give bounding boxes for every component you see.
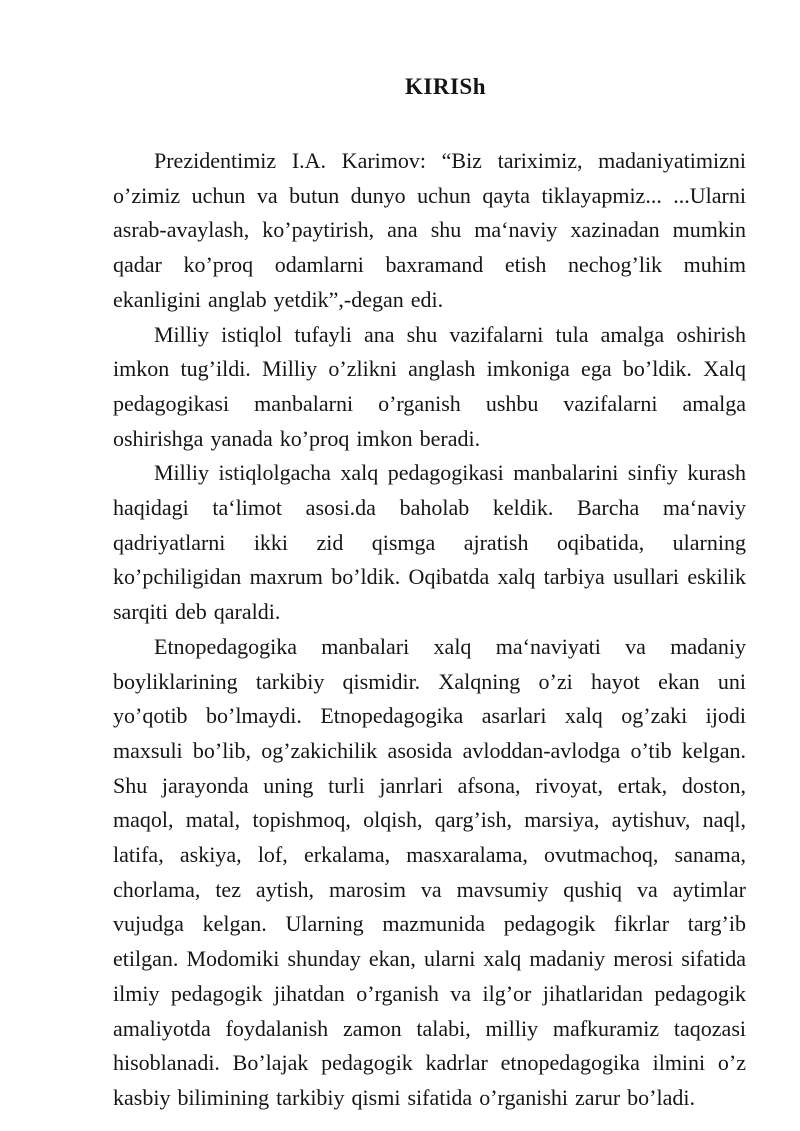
page-title: KIRISh: [405, 74, 486, 99]
document-body: [113, 144, 746, 1116]
paragraph: Milliy istiqlol tufayli ana shu vazifalarni tula amalga oshirish imkon tug’ildi. Milliy o’zlikni anglash imkoniga ega bo’ldik. Xalq pedagogikasi manbalarni o’rganish ushbu vazifalarni amalga oshirishga yanada ko’proq imkon beradi.: [113, 321, 746, 451]
paragraph: Milliy istiqlolgacha xalq pedagogikasi manbalarini sinfiy kurash haqidagi ta‘limot asosi.da baholab keldik. Barcha ma‘naviy qadriyatlarni ikki zid qismga ajratish oqibatida, ularning ko’pchiligidan maxrum bo’ldik. Oqibatda xalq tarbiya usullari eskilik sarqiti deb qaraldi.: [113, 460, 746, 625]
paragraph: Prezidentimiz I.A. Karimov: “Biz tariximiz, madaniyatimizni o’zimiz uchun va butun dunyo uchun qayta tiklayapmiz... ...Ularni asrab-avaylash, ko’paytirish, ana shu ma‘naviy xazinadan mumkin qadar ko’proq odamlarni baxramand etish nechog’lik muhim ekanligini anglab yetdik”,-degan edi.: [113, 148, 746, 312]
document-page: [113, 0, 746, 1116]
paragraph: Etnopedagogika manbalari xalq ma‘naviyati va madaniy boyliklarining tarkibiy qismidir. Xalqning o’zi hayot ekan uni yo’qotib bo’lmaydi. Etnopedagogika asarlari xalq og’zaki ijodi maxsuli bo’lib, og’zakichilik asosida avloddan-avlodga o’tib kelgan. Shu jarayonda uning turli janrlari afsona, rivoyat, ertak, doston, maqol, matal, topishmoq, olqish, qarg’ish, marsiya, aytishuv, naql, latifa, askiya, lof, erkalama, masxaralama, ovutmachoq, sanama, chorlama, tez aytish, marosim va mavsumiy qushiq va aytimlar vujudga kelgan. Ularning mazmunida pedagogik fikrlar targ’ib etilgan. Modomiki shunday ekan, ularni xalq madaniy merosi sifatida ilmiy pedagogik jihatdan o’rganish va ilg’or jihatlaridan pedagogik amaliyotda foydalanish zamon talabi, milliy mafkuramiz taqozasi hisoblanadi. Bo’lajak pedagogik kadrlar etnopedagogika ilmini o’z kasbiy bilimining tarkibiy qismi sifatida o’rganishi zarur bo’ladi.: [113, 633, 746, 1110]
